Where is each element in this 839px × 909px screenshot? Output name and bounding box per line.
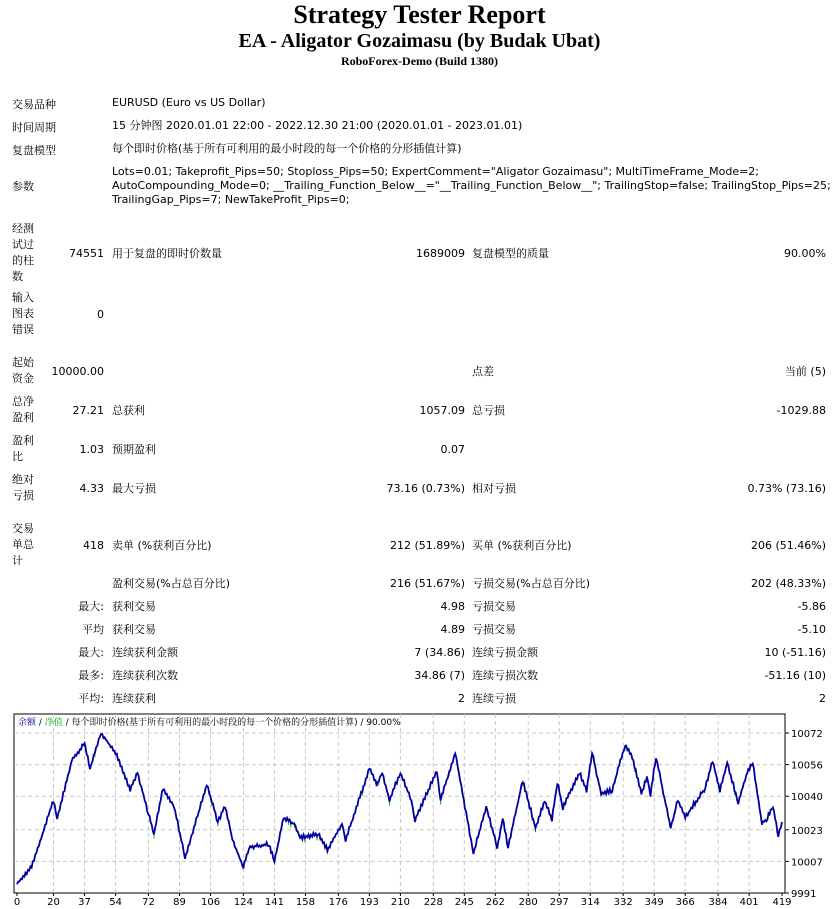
stat-label: 最大亏损 [112, 482, 156, 495]
x-tick-label: 366 [675, 897, 695, 908]
x-tick-label: 106 [200, 897, 221, 908]
stat-value: 0 [97, 307, 104, 321]
legend-model-quality: / 每个即时价格(基于所有可利用的最小时段的每一个价格的分形插值计算) / 90.00% [62, 718, 401, 728]
stat-label: 连续亏损 [472, 692, 516, 705]
x-tick-label: 419 [772, 897, 792, 908]
stat-label: 总净盈利 [12, 395, 34, 424]
stat-label: 相对亏损 [472, 482, 516, 495]
y-tick-label: 10023 [791, 825, 823, 837]
x-tick-label: 210 [390, 897, 410, 908]
stat-value: 4.33 [79, 481, 104, 495]
x-tick-label: 89 [173, 897, 186, 908]
legend-equity: 净值 [44, 718, 63, 728]
stats-row [12, 644, 828, 660]
stats-row [12, 355, 828, 387]
y-tick-label: 10007 [791, 857, 823, 869]
stats-row [12, 433, 828, 465]
stat-value: 73.16 (0.73%) [386, 481, 465, 495]
info-value: Lots=0.01; Takeprofit_Pips=50; Stoploss_Pips=50; ExpertComment="Aligator Gozaimasu"; MultiTimeFrame_Mode=2; AutoCompounding_Mode=0; __Trailing_Function_Below__="__Trailing_Function_Below__"; TrailingStop=false; TrailingStop_Pips=25; TrailingGap_Pips=7; NewTakeProfit_Pips=0; [112, 165, 831, 206]
stat-label: 亏损交易(%占总百分比) [472, 577, 591, 590]
x-tick-label: 349 [644, 897, 664, 908]
x-tick-label: 332 [613, 897, 633, 908]
x-tick-label: 158 [295, 897, 316, 908]
legend-separator: / [36, 718, 45, 728]
stat-value: 当前 (5) [784, 365, 826, 378]
stats-row [12, 290, 828, 338]
stat-value: 最大: [78, 600, 104, 613]
stat-value: 34.86 (7) [414, 668, 465, 682]
stats-row [12, 575, 828, 591]
info-row-model [12, 142, 832, 158]
stats-row [12, 667, 828, 683]
stat-label: 用于复盘的即时价数量 [112, 247, 222, 260]
stat-value: 10 (-51.16) [764, 645, 826, 659]
ea-name: EA - Aligator Gozaimasu (by Budak Ubat) [238, 30, 601, 52]
x-tick-label: 262 [485, 897, 505, 908]
plot-area [14, 714, 785, 893]
stats-row [12, 690, 828, 706]
stat-label: 卖单 (%获利百分比) [112, 539, 212, 552]
x-tick-label: 176 [328, 897, 348, 908]
stat-label: 获利交易 [112, 600, 156, 613]
stat-label: 连续获利金额 [112, 646, 178, 659]
stats-row [12, 221, 828, 285]
x-tick-label: 37 [78, 897, 91, 908]
x-tick-label: 54 [109, 897, 122, 908]
stat-label: 总获利 [112, 404, 145, 417]
stat-value: 90.00% [784, 246, 826, 260]
x-tick-label: 280 [518, 897, 538, 908]
chart-legend [18, 716, 401, 728]
stat-label: 盈利交易(%占总百分比) [112, 577, 231, 590]
x-tick-label: 0 [13, 897, 21, 908]
stat-value: 10000.00 [51, 364, 104, 378]
stat-value: 1057.09 [419, 403, 465, 417]
stat-value: 0.73% (73.16) [747, 481, 826, 495]
stat-value: 212 (51.89%) [389, 538, 465, 552]
stat-value: 74551 [69, 246, 104, 260]
stat-value: 1.03 [79, 442, 104, 456]
stat-label: 输入图表错误 [12, 291, 34, 336]
stat-value: 4.98 [440, 599, 465, 613]
stat-label: 交易单总计 [12, 522, 34, 567]
stat-value: 216 (51.67%) [389, 576, 465, 590]
stat-label: 总亏损 [472, 404, 505, 417]
info-row-symbol [12, 96, 832, 112]
stats-row [12, 598, 828, 614]
stat-value: 平均: [78, 692, 104, 705]
x-tick-label: 384 [708, 897, 728, 908]
stat-label: 亏损交易 [472, 600, 516, 613]
stat-value: 2 [819, 691, 826, 705]
stat-label: 绝对亏损 [12, 473, 34, 502]
x-tick-label: 297 [549, 897, 569, 908]
stat-label: 经测试过的柱数 [12, 222, 34, 283]
stat-label: 盈利比 [12, 434, 34, 463]
x-tick-label: 228 [423, 897, 443, 908]
info-value: 15 分钟图 2020.01.01 22:00 - 2022.12.30 21:00 (2020.01.01 - 2023.01.01) [112, 119, 523, 132]
stat-label: 买单 (%获利百分比) [472, 539, 572, 552]
stat-value: 202 (48.33%) [750, 576, 826, 590]
stat-label: 连续获利次数 [112, 669, 178, 682]
report-title: Strategy Tester Report [293, 0, 546, 29]
stat-value: 7 (34.86) [414, 645, 465, 659]
stat-value: 206 (51.46%) [750, 538, 826, 552]
stat-label: 预期盈利 [112, 443, 156, 456]
stats-row [12, 621, 828, 637]
stat-value: -5.10 [797, 622, 826, 636]
y-tick-label: 9991 [791, 889, 817, 900]
server-build: RoboForex-Demo (Build 1380) [340, 54, 499, 68]
stat-label: 连续亏损次数 [472, 669, 538, 682]
stats-row [12, 521, 828, 569]
stat-label: 连续亏损金额 [472, 646, 538, 659]
stat-label: 连续获利 [112, 692, 156, 705]
info-label: 时间周期 [12, 121, 56, 134]
x-tick-label: 20 [47, 897, 60, 908]
stat-value: 最大: [78, 646, 104, 659]
x-tick-label: 314 [580, 897, 600, 908]
stats-row [12, 472, 828, 504]
info-row-parameters [12, 165, 832, 207]
stat-value: 2 [458, 691, 465, 705]
stat-value: 0.07 [440, 442, 465, 456]
info-label: 参数 [12, 180, 34, 193]
stat-value: -5.86 [797, 599, 826, 613]
stat-label: 获利交易 [112, 623, 156, 636]
stat-label: 起始资金 [12, 356, 34, 385]
info-value: 每个即时价格(基于所有可利用的最小时段的每一个价格的分形插值计算) [112, 142, 462, 155]
y-tick-label: 10040 [791, 792, 823, 804]
x-tick-label: 193 [359, 897, 379, 908]
x-tick-label: 124 [233, 897, 253, 908]
y-tick-label: 10056 [791, 760, 823, 772]
x-tick-label: 245 [454, 897, 474, 908]
legend-balance: 余额 [18, 718, 37, 728]
stat-value: -51.16 (10) [764, 668, 826, 682]
info-label: 复盘模型 [12, 144, 56, 157]
x-tick-label: 401 [739, 897, 759, 908]
stat-value: -1029.88 [776, 403, 826, 417]
x-tick-label: 72 [142, 897, 155, 908]
stat-value: 27.21 [72, 403, 104, 417]
stat-value: 418 [83, 538, 104, 552]
stat-value: 4.89 [440, 622, 465, 636]
info-label: 交易品种 [12, 98, 56, 111]
stat-value: 最多: [78, 669, 104, 682]
stats-row [12, 394, 828, 426]
x-tick-label: 141 [264, 897, 284, 908]
stat-label: 点差 [472, 365, 494, 378]
info-value: EURUSD (Euro vs US Dollar) [112, 96, 266, 109]
stat-label: 亏损交易 [472, 623, 516, 636]
stat-value: 平均 [82, 623, 104, 636]
info-row-period [12, 119, 832, 135]
stat-value: 1689009 [416, 246, 465, 260]
balance-chart [0, 712, 839, 909]
y-tick-label: 10072 [791, 729, 823, 740]
stat-label: 复盘模型的质量 [472, 247, 549, 260]
